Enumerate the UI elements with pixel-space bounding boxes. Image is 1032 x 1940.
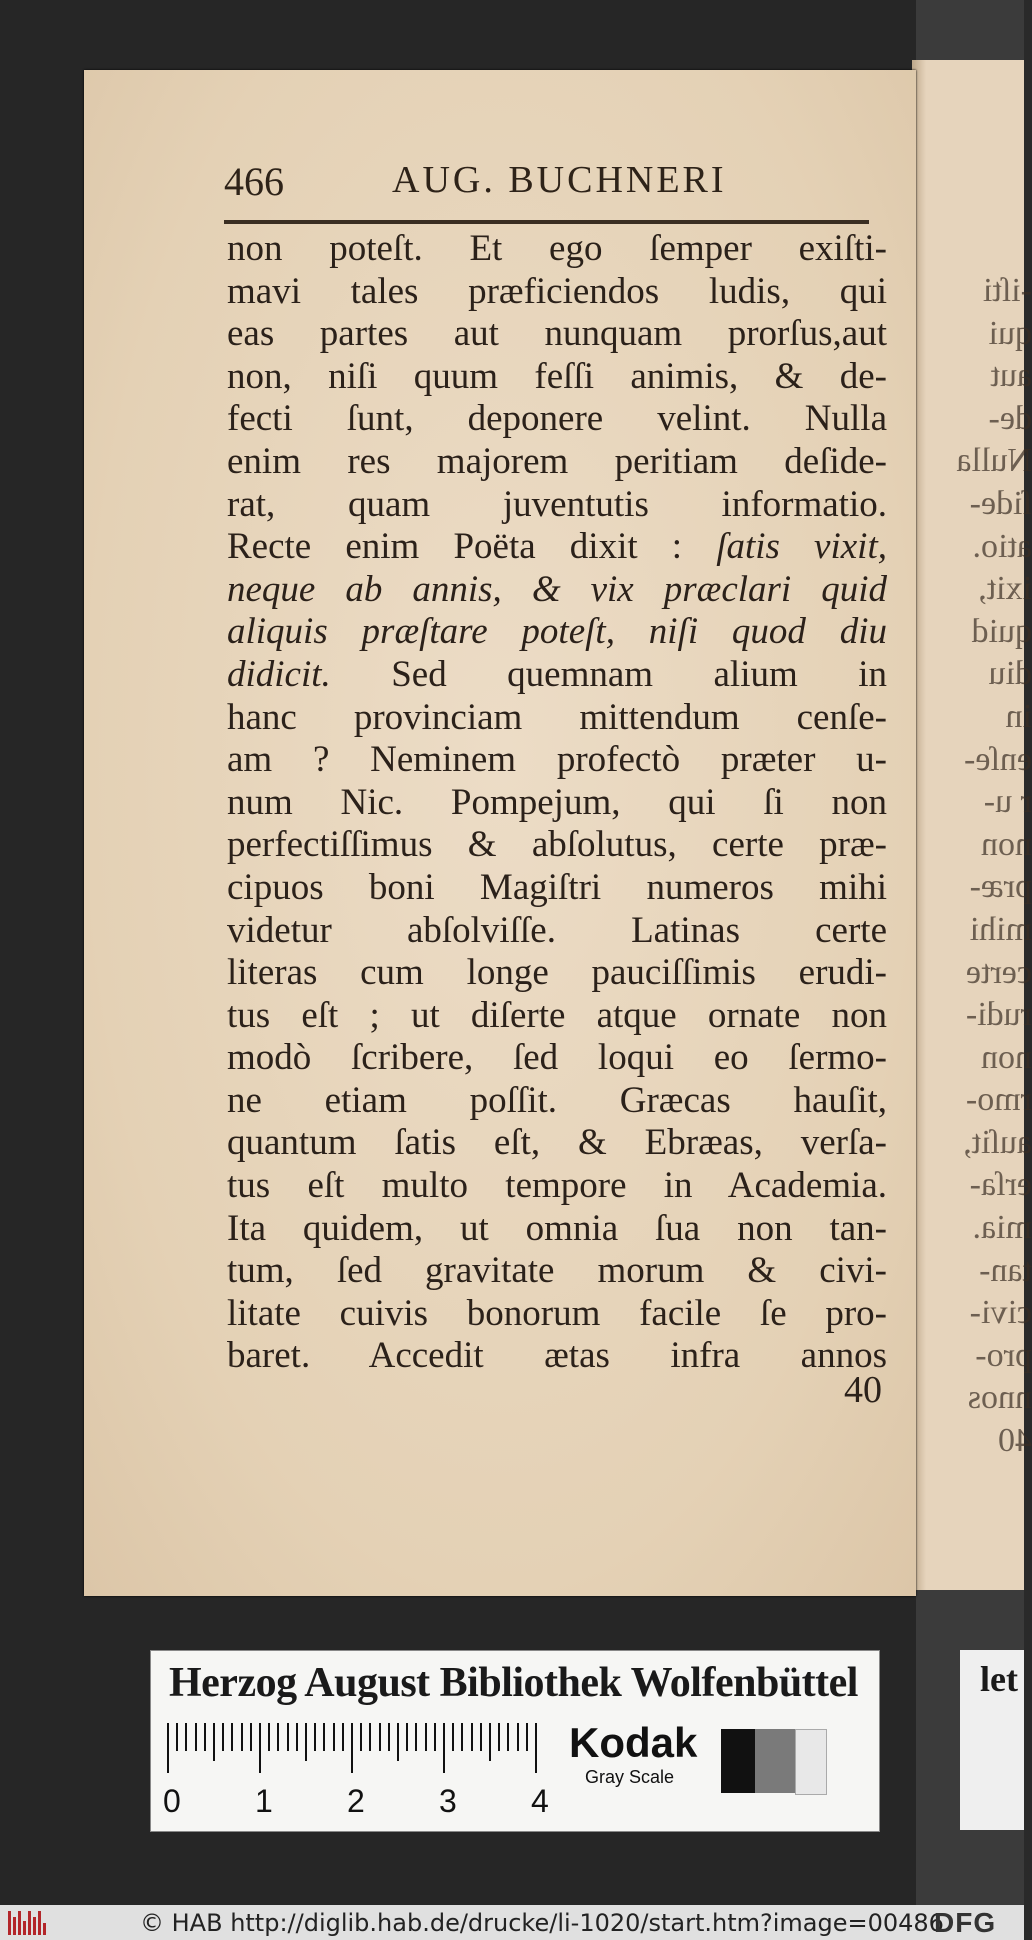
ruler-tick [259,1723,261,1773]
ruler-tick [195,1723,197,1751]
text-line [227,356,887,399]
text-segment: literas cum longe pauciſſimis erudi- [227,952,887,994]
dfg-logo: DFG [934,1907,997,1938]
adjacent-text-fragment: 40 [998,1422,1032,1460]
adjacent-text-fragment: erſa- [969,1166,1032,1204]
swatch-gray [755,1729,795,1793]
text-segment: mavi tales præficiendos ludis, qui [227,270,887,312]
ruler-number: 3 [439,1783,457,1819]
ruler-tick [498,1723,500,1751]
adjacent-text-fragment: qui [988,314,1032,352]
ruler-tick [314,1723,316,1751]
text-segment: perfectiſſimus & abſolutus, certe præ- [227,824,887,866]
text-line [227,952,887,995]
text-line [227,441,887,484]
text-line [227,1122,887,1165]
text-line [227,1165,887,1208]
ruler-number: 2 [347,1783,365,1819]
ruler-tick [379,1723,381,1751]
ruler-tick [213,1723,215,1761]
text-line [227,824,887,867]
adjacent-text-fragment: nnos [967,1379,1032,1417]
ruler-tick [360,1723,362,1751]
ruler-tick [296,1723,298,1751]
text-line [227,398,887,441]
text-line [227,654,887,697]
ruler-number: 0 [163,1783,181,1819]
adjacent-text-fragment: r u- [983,783,1032,821]
ruler-tick [517,1723,519,1751]
text-line [227,910,887,953]
ruler-tick [471,1723,473,1751]
adjacent-text-fragment: civi- [969,1294,1032,1332]
text-segment: litate cuivis bonorum facile ſe pro- [227,1292,887,1334]
adjacent-text-fragment: præ- [969,868,1032,906]
ruler-tick [526,1723,528,1751]
ruler-tick [277,1723,279,1751]
adjacent-text-fragment: -iſti [982,272,1032,309]
adjacent-page-text [942,270,1032,1463]
text-line [227,271,887,314]
adjacent-text-fragment: mia. [972,1209,1032,1247]
ruler-tick [287,1723,289,1751]
text-line [227,782,887,825]
ruler-tick [241,1723,243,1751]
text-line [227,995,887,1038]
ruler-tick [333,1723,335,1751]
text-line [227,569,887,612]
ruler-tick [369,1723,371,1751]
ruler-tick [415,1723,417,1751]
ruler-tick [452,1723,454,1751]
adjacent-text-fragment: quid [971,612,1032,650]
ruler-tick [250,1723,252,1751]
text-line [227,313,887,356]
text-segment: tus eſt multo tempore in Academia. [227,1165,887,1207]
text-segment: rat, quam juventutis informatio. [227,483,887,525]
ruler-tick [323,1723,325,1751]
text-segment: hanc provinciam mittendum cenſe- [227,696,887,738]
ruler-tick [461,1723,463,1751]
ruler-numbers [163,1783,583,1819]
text-line [227,228,887,271]
italic-text: didicit. [227,653,331,695]
ruler-tick [397,1723,399,1761]
italic-text: ſatis vixit, [716,526,887,568]
adjacent-text-fragment: ſide- [969,484,1032,522]
ruler-tick [268,1723,270,1751]
swatch-black [721,1729,755,1793]
adjacent-text-fragment: enſe- [964,740,1032,778]
adjacent-text-fragment: rudi- [965,996,1032,1034]
text-segment: eas partes aut nunquam prorſus,aut [227,313,887,355]
text-line [227,1335,887,1378]
swatch-light [795,1729,827,1795]
adjacent-text-fragment: non [981,825,1032,863]
text-segment: videtur abſolviſſe. Latinas certe [227,909,887,951]
text-line [227,1293,887,1336]
adjacent-text-fragment: aut [990,357,1032,395]
adjacent-text-fragment: mihi [969,910,1032,948]
ruler-number: 1 [255,1783,273,1819]
italic-text: neque ab annis, & vix præclari quid [227,568,887,610]
text-segment: am ? Neminem profectò præter u- [227,739,887,781]
hab-logo-icon [8,1911,48,1935]
text-line [227,1080,887,1123]
ruler-tick [222,1723,224,1751]
adjacent-text-fragment: tan- [979,1251,1032,1289]
ruler-tick [167,1723,169,1773]
adjacent-text-fragment: auſit, [963,1123,1032,1161]
adjacent-text-fragment: atio. [972,527,1032,565]
ruler-tick [507,1723,509,1751]
ruler-tick [406,1723,408,1751]
text-segment: cipuos boni Magiſtri numeros mihi [227,866,887,908]
ruler-tick [351,1723,353,1773]
text-line [227,867,887,910]
ruler-number: 4 [531,1783,549,1819]
library-name: Herzog August Bibliothek Wolfenbüttel [169,1660,858,1706]
adjacent-text-fragment: ixit, [978,570,1032,608]
text-segment: baret. Accedit ætas infra annos [227,1335,887,1377]
ruler-tick [185,1723,187,1751]
footer-copyright-link[interactable]: © HAB http://diglib.hab.de/drucke/li-1020/start.htm?image=00486 [140,1909,944,1937]
ruler-tick [425,1723,427,1751]
text-line [227,697,887,740]
adjacent-text-fragment: diu [988,655,1032,693]
body-text [227,228,887,1378]
text-segment: ne etiam poſſit. Græcas hauſit, [227,1079,887,1121]
text-line [227,611,887,654]
adjacent-text-fragment: de- [988,399,1032,437]
text-segment: tum, ſed gravitate morum & civi- [227,1250,887,1292]
text-segment: Sed quemnam alium in [330,653,887,695]
page-number: 466 [224,159,284,204]
text-segment: Recte enim Poëta dixit : [227,526,717,568]
running-title: AUG. BUCHNERI [392,159,727,201]
ruler-tick [305,1723,307,1761]
text-line [227,526,887,569]
text-line [227,1037,887,1080]
text-line [227,484,887,527]
text-segment: Ita quidem, ut omnia ſua non tan- [227,1207,887,1249]
catchword: 40 [844,1369,882,1411]
ruler-tick [176,1723,178,1751]
text-segment: num Nic. Pompejum, qui ſi non [227,781,887,823]
header-rule [224,220,869,224]
text-line [227,1208,887,1251]
ruler-tick [535,1723,537,1773]
adjacent-text-fragment: rmo- [965,1081,1032,1119]
text-segment: fecti ſunt, deponere velint. Nulla [227,398,887,440]
ruler-tick [443,1723,445,1773]
book-page [84,70,916,1596]
ruler [167,1723,547,1773]
adjacent-text-fragment: in [1005,697,1032,735]
adjacent-text-fragment: certe [965,953,1032,991]
text-segment: tus eſt ; ut diſerte atque ornate non [227,994,887,1036]
adjacent-text-fragment: Nulla [956,442,1032,480]
kodak-logo: Kodak [569,1719,698,1766]
adjacent-target-text: let [980,1659,1018,1699]
ruler-tick [480,1723,482,1751]
ruler-tick [434,1723,436,1751]
italic-text: aliquis præſtare poteſt, niſi quod diu [227,611,887,653]
adjacent-text-fragment: pro- [975,1336,1032,1374]
text-segment: non poteſt. Et ego ſemper exiſti- [227,228,887,269]
ruler-tick [489,1723,491,1761]
text-segment: non, niſi quum feſſi animis, & de- [227,355,887,397]
adjacent-page [924,60,1032,1590]
color-target-adjacent [960,1650,1024,1830]
color-target [150,1650,880,1832]
ruler-tick [388,1723,390,1751]
ruler-tick [204,1723,206,1751]
gray-scale-label: Gray Scale [585,1767,675,1787]
text-line [227,1250,887,1293]
text-segment: modò ſcribere, ſed loqui eo ſermo- [227,1037,887,1079]
text-segment: enim res majorem peritiam deſide- [227,440,887,482]
ruler-tick [342,1723,344,1751]
ruler-tick [231,1723,233,1751]
page-header [224,158,949,208]
text-line [227,739,887,782]
text-segment: quantum ſatis eſt, & Ebræas, verſa- [227,1122,887,1164]
adjacent-text-fragment: non [981,1038,1032,1076]
footer-bar [0,1905,1024,1940]
